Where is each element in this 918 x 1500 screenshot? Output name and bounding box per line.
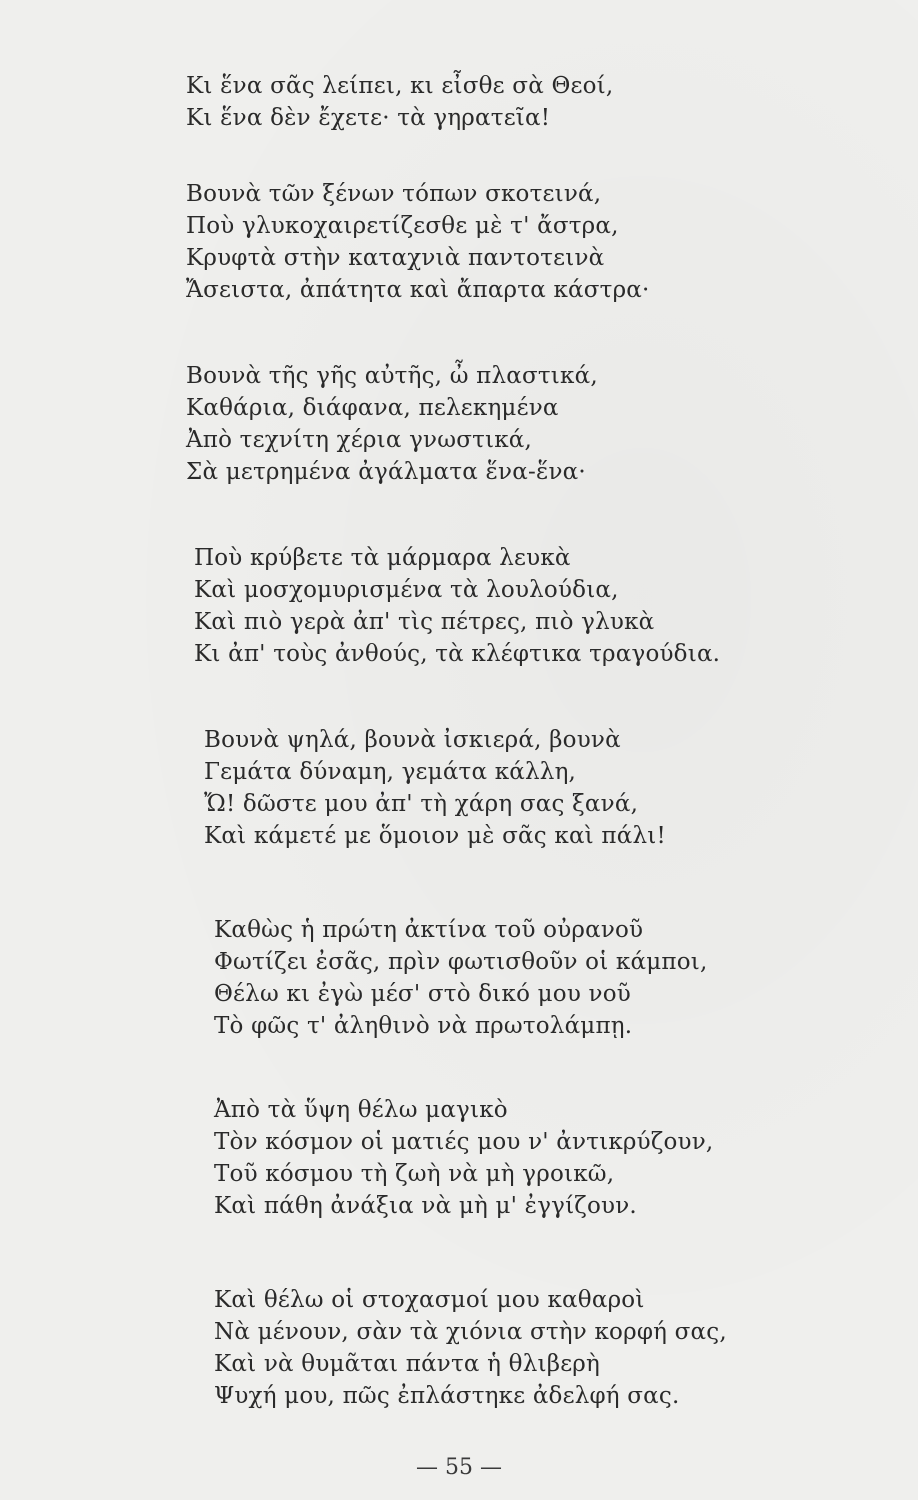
poem-line: Ἄσειστα, ἀπάτητα καὶ ἄπαρτα κάστρα· [186,277,650,303]
poem-line: Βουνὰ τῆς γῆς αὐτῆς, ὦ πλαστικά, [186,363,598,389]
poem-line: Ὤ! δῶστε μου ἀπ' τὴ χάρη σας ξανά, [204,791,639,817]
poem-line: Φωτίζει ἐσᾶς, πρὶν φωτισθοῦν οἱ κάμποι, [214,949,708,975]
poem-line: Κι ἕνα σᾶς λείπει, κι εἶσθε σὰ Θεοί, [186,73,614,99]
stanza-6 [214,914,707,1042]
poem-line: Ποὺ γλυκοχαιρετίζεσθε μὲ τ' ἄστρα, [186,213,619,239]
poem-line: Ποὺ κρύβετε τὰ μάρμαρα λευκὰ [194,545,571,571]
poem-line: Βουνὰ ψηλά, βουνὰ ἰσκιερά, βουνὰ [204,727,621,753]
stanza-1 [186,70,613,134]
poem-line: Νὰ μένουν, σὰν τὰ χιόνια στὴν κορφή σας, [214,1319,727,1345]
poem-line: Γεμάτα δύναμη, γεμάτα κάλλη, [204,759,577,785]
stanza-8 [214,1284,727,1412]
poem-line: Καὶ νὰ θυμᾶται πάντα ἡ θλιβερὴ [214,1351,601,1377]
poem-line: Τὸ φῶς τ' ἀληθινὸ νὰ πρωτολάμπῃ. [214,1013,633,1039]
poem-line: Καὶ πιὸ γερὰ ἀπ' τὶς πέτρες, πιὸ γλυκὰ [194,609,655,635]
page-number: — 55 — [416,1455,502,1480]
poem-line: Καὶ μοσχομυρισμένα τὰ λουλούδια, [194,577,619,603]
stanza-2 [186,178,650,306]
stanza-5 [204,724,666,852]
poem-line: Θέλω κι ἐγὼ μέσ' στὸ δικό μου νοῦ [214,981,631,1007]
poem-line: Κρυφτὰ στὴν καταχνιὰ παντοτεινὰ [186,245,605,271]
poem-line: Ἀπὸ τεχνίτη χέρια γνωστικά, [186,427,533,453]
stanza-4 [194,542,720,670]
stanza-3 [186,360,598,488]
poem-line: Καὶ κάμετέ με ὅμοιον μὲ σᾶς καὶ πάλι! [204,823,666,849]
poem-line: Τὸν κόσμον οἱ ματιές μου ν' ἀντικρύζουν, [214,1129,714,1155]
poem-line: Καὶ πάθη ἀνάξια νὰ μὴ μ' ἐγγίζουν. [214,1193,637,1219]
poem-line: Κι ἀπ' τοὺς ἀνθούς, τὰ κλέφτικα τραγούδια. [194,641,721,667]
poem-line: Καὶ θέλω οἱ στοχασμοί μου καθαροὶ [214,1287,645,1313]
poem-line: Σὰ μετρημένα ἀγάλματα ἕνα-ἕνα· [186,459,586,485]
poem-line: Ψυχή μου, πῶς ἐπλάστηκε ἀδελφή σας. [214,1383,680,1409]
poem-line: Τοῦ κόσμου τὴ ζωὴ νὰ μὴ γροικῶ, [214,1161,615,1187]
stanza-7 [214,1094,713,1222]
poem-line: Καθάρια, διάφανα, πελεκημένα [186,395,559,421]
poem-line: Βουνὰ τῶν ξένων τόπων σκοτεινά, [186,181,602,207]
poem-line: Ἀπὸ τὰ ὕψη θέλω μαγικὸ [214,1097,508,1123]
poem-line: Κι ἕνα δὲν ἔχετε· τὰ γηρατεῖα! [186,105,551,131]
poem-line: Καθὼς ἡ πρώτη ἀκτίνα τοῦ οὐρανοῦ [214,917,644,943]
